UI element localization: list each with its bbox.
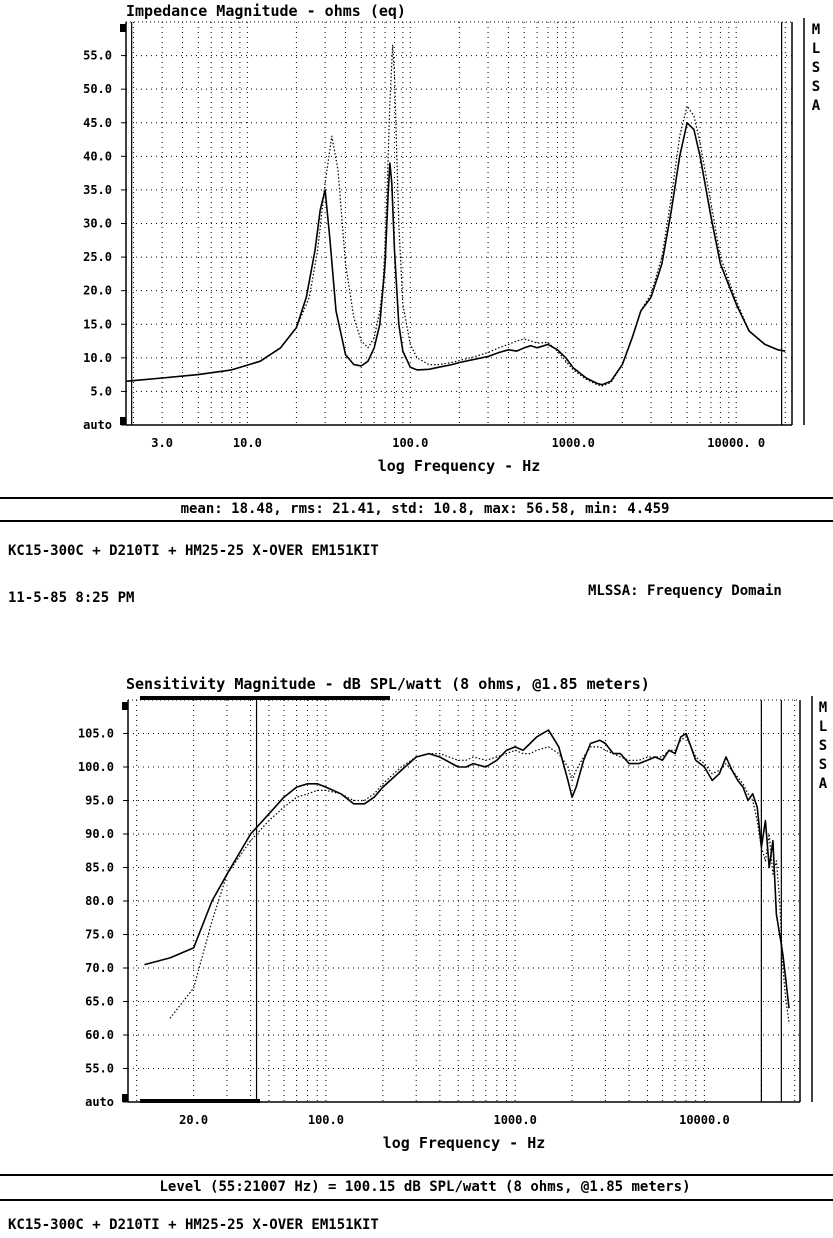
stats-line: mean: 18.48, rms: 21.41, std: 10.8, max: 56.58, min: 4.459 (180, 501, 670, 517)
y-tick-label: 55.0 (83, 48, 112, 63)
y-tick-label: 90.0 (85, 827, 114, 841)
y-tick-label: 65.0 (85, 994, 114, 1009)
corner-marker (120, 417, 126, 425)
description-bottom: KC15-300C + D210TI + HM25-25 X-OVER EM151KIT (8, 1217, 379, 1233)
y-tick-label: 85.0 (85, 860, 114, 875)
corner-marker (122, 1094, 128, 1102)
y-tick-label: 60.0 (85, 1028, 114, 1042)
level-line: Level (55:21007 Hz) = 100.15 dB SPL/watt (8 ohms, @1.85 meters) (159, 1179, 691, 1195)
side-label-letter: S (811, 60, 821, 76)
x-axis-label: log Frequency - Hz (377, 457, 541, 475)
chart-title: Impedance Magnitude - ohms (eq) (126, 2, 406, 20)
y-tick-label: 20.0 (83, 283, 112, 298)
x-tick-label: 10000.0 (679, 1113, 730, 1127)
stats-rule-bottom (0, 520, 833, 522)
side-label-letter: S (818, 757, 828, 773)
corner-marker (122, 702, 128, 710)
y-tick-label: 25.0 (83, 250, 112, 265)
y-tick-label: 45.0 (83, 115, 112, 130)
y-tick-label: 105.0 (77, 726, 114, 741)
y-tick-label: 80.0 (85, 894, 114, 908)
series-solid-line (126, 123, 785, 385)
y-tick-label: 75.0 (85, 927, 114, 942)
corner-marker (120, 24, 126, 32)
x-tick-label: 10000. 0 (707, 436, 766, 450)
y-tick-label: auto (83, 418, 112, 432)
side-label-letter: M (818, 700, 828, 716)
level-rule-top (0, 1174, 833, 1176)
side-label-letter: S (811, 79, 821, 95)
x-tick-label: 3.0 (151, 436, 173, 450)
side-label-letter: S (818, 738, 828, 754)
x-tick-label: 10.0 (232, 436, 262, 450)
y-tick-label: auto (85, 1095, 114, 1109)
x-tick-label: 20.0 (179, 1113, 209, 1127)
y-tick-label: 40.0 (83, 149, 112, 164)
mode-label-clip (588, 582, 833, 604)
series-dotted-line (170, 737, 789, 1022)
y-tick-label: 50.0 (83, 82, 112, 97)
description-top: KC15-300C + D210TI + HM25-25 X-OVER EM151KIT (8, 543, 379, 559)
bottom-accent-bar (140, 1099, 260, 1103)
side-label-letter: L (818, 719, 828, 735)
x-axis-label: log Frequency - Hz (382, 1134, 546, 1152)
y-tick-label: 15.0 (83, 317, 112, 332)
y-tick-label: 10.0 (83, 350, 112, 365)
side-label-letter: A (811, 98, 821, 114)
sensitivity-chart (0, 620, 833, 1238)
y-tick-label: 100.0 (77, 760, 114, 774)
y-tick-label: 35.0 (83, 182, 112, 197)
series-dotted-line (126, 45, 785, 386)
series-solid-line (145, 730, 790, 1008)
chart-title: Sensitivity Magnitude - dB SPL/watt (8 ohms, @1.85 meters) (126, 675, 650, 693)
y-tick-label: 30.0 (83, 216, 112, 231)
x-tick-label: 1000.0 (551, 436, 595, 450)
y-tick-label: 70.0 (85, 961, 114, 975)
side-label-letter: A (818, 776, 828, 792)
mode-label: MLSSA: Frequency Domain (588, 583, 782, 599)
x-tick-label: 100.0 (392, 436, 429, 450)
side-label-letter: L (811, 41, 821, 57)
timestamp: 11-5-85 8:25 PM (8, 590, 135, 606)
top-accent-bar (140, 696, 390, 700)
y-tick-label: 5.0 (90, 384, 112, 399)
side-label-letter: M (811, 22, 821, 38)
y-tick-label: 95.0 (85, 793, 114, 808)
level-rule-bottom (0, 1199, 833, 1201)
y-tick-label: 55.0 (85, 1061, 114, 1076)
stats-rule-top (0, 497, 833, 499)
x-tick-label: 1000.0 (493, 1113, 537, 1127)
x-tick-label: 100.0 (307, 1113, 344, 1127)
